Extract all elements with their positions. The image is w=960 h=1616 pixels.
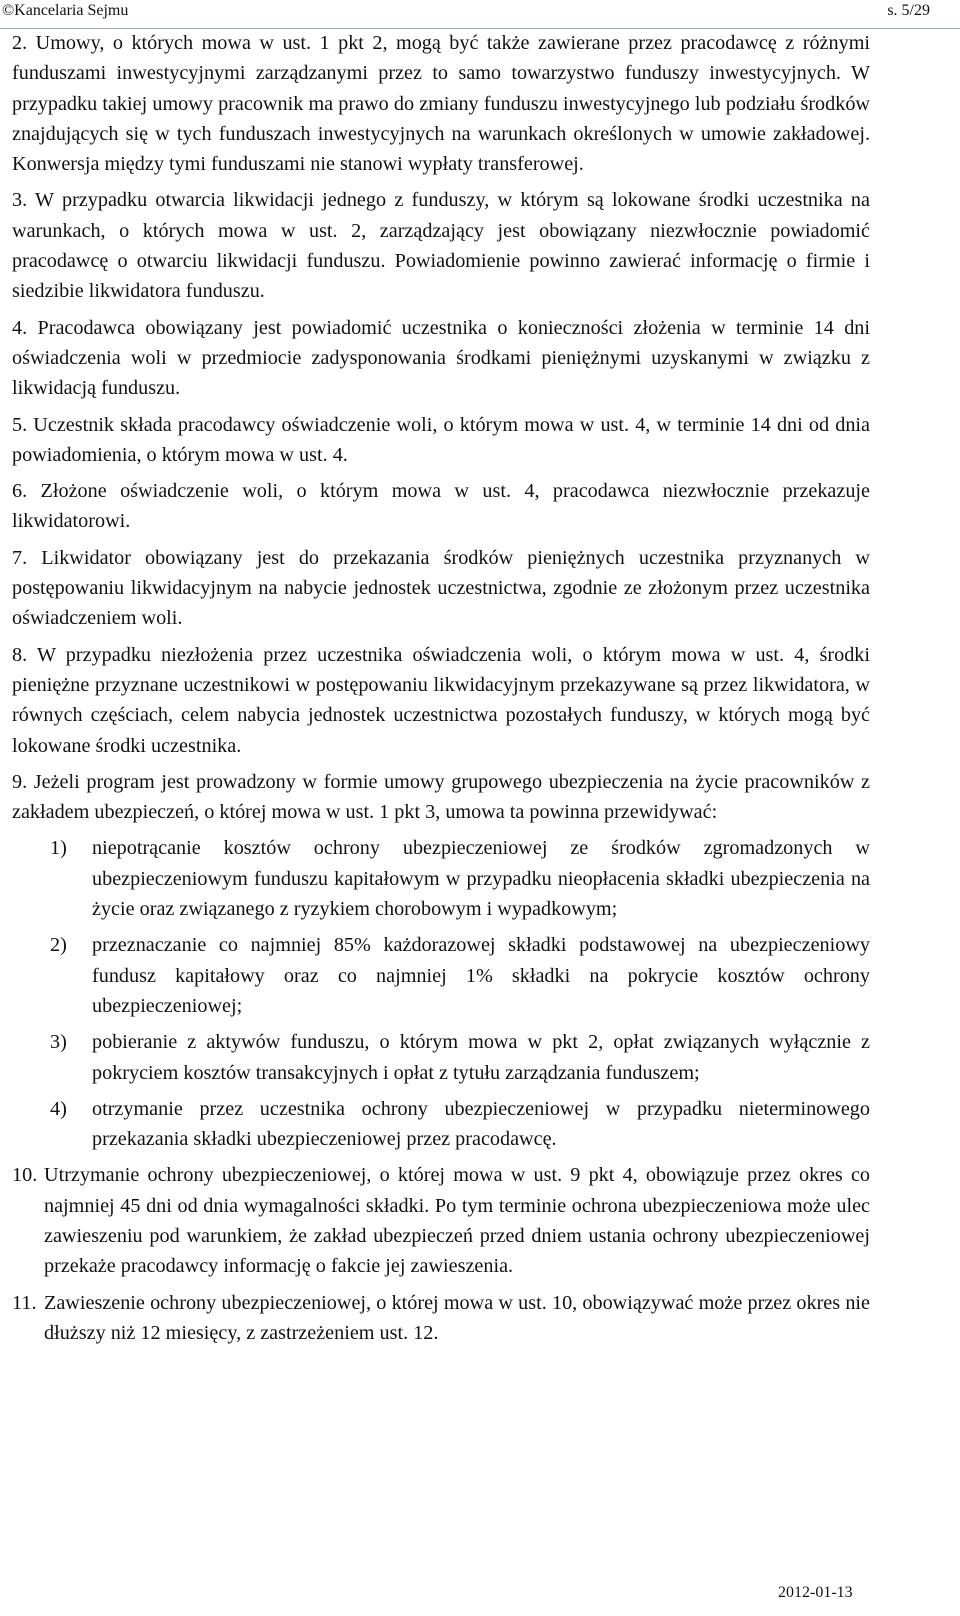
- paragraph-text: Likwidator obowiązany jest do przekazania środków pieniężnych uczestnika przyznanych w postępowaniu likwidacyjnym na nabycie jednostek uczestnictwa, zgodnie ze złożonym przez uczestnika oświadczeniem woli.: [12, 546, 870, 630]
- paragraph-number: 3.: [12, 189, 28, 212]
- page-header: [0, 0, 960, 29]
- paragraph-text: Umowy, o których mowa w ust. 1 pkt 2, mogą być także zawierane przez pracodawcę z różnymi funduszami inwestycyjnymi zarządzanymi przez to samo towarzystwo funduszy inwestycyjnych. W przypadku takiej umowy pracownik ma prawo do zmiany funduszu inwestycyjnego lub podziału środków znajdujących się w tych funduszach inwestycyjnych na warunkach określonych w umowie zakładowej. Konwersja między tymi funduszami nie stanowi wypłaty transferowej.: [12, 32, 871, 176]
- list-item-number: 2): [50, 934, 67, 957]
- paragraph-number: 9.: [12, 770, 28, 793]
- paragraph-9: [12, 767, 870, 828]
- paragraph-text: W przypadku otwarcia likwidacji jednego z funduszy, w którym są lokowane środki uczestnika na warunkach, o których mowa w ust. 2, zarządzający jest obowiązany niezwłocznie powiadomić pracodawcę o otwarciu likwidacji funduszu. Powiadomienie powinno zawierać informację o firmie i siedzibie likwidatora funduszu.: [12, 189, 870, 303]
- paragraph-text: Jeżeli program jest prowadzony w formie umowy grupowego ubezpieczenia na życie pracowników z zakładem ubezpieczeń, o której mowa w ust. 1 pkt 3, umowa ta powinna przewidywać:: [12, 770, 870, 824]
- paragraph-text: Utrzymanie ochrony ubezpieczeniowej, o której mowa w ust. 9 pkt 4, obowiązuje przez okres co najmniej 45 dni od dnia wymagalności składki. Po tym terminie ochrona ubezpieczeniowa może ulec zawieszeniu pod warunkiem, że zakład ubezpieczeń przed dniem ustania ochrony ubezpieczeniowej przekaże pracodawcy informację o fakcie jej zawieszenia.: [44, 1164, 870, 1278]
- paragraph-3: [12, 185, 870, 306]
- list-item-text: pobieranie z aktywów funduszu, o którym mowa w pkt 2, opłat związanych wyłącznie z pokryciem kosztów transakcyjnych i opłat z tytułu zarządzania funduszem;: [92, 1031, 870, 1084]
- paragraph-text: Pracodawca obowiązany jest powiadomić uczestnika o konieczności złożenia w terminie 14 dni oświadczenia woli w przedmiocie zadysponowania środkami pieniężnymi uzyskanymi w związku z likwidacją funduszu.: [12, 316, 870, 400]
- list-item-number: 1): [50, 837, 67, 860]
- paragraph-number: 6.: [12, 480, 28, 503]
- paragraph-4: [12, 313, 870, 404]
- document-body: [12, 28, 870, 1348]
- list-item-1: [12, 833, 870, 924]
- list-item-text: otrzymanie przez uczestnika ochrony ubezpieczeniowej w przypadku nieterminowego przekazania składki ubezpieczeniowej przez pracodawcę.: [92, 1097, 870, 1151]
- list-item-4: [12, 1094, 870, 1155]
- paragraph-number: 11.: [12, 1291, 37, 1314]
- paragraph-number: 7.: [12, 546, 28, 569]
- paragraph-number: 2.: [12, 32, 28, 54]
- paragraph-2: [12, 28, 870, 179]
- paragraph-number: 10.: [12, 1164, 38, 1187]
- paragraph-text: Uczestnik składa pracodawcy oświadczenie woli, o którym mowa w ust. 4, w terminie 14 dni od dnia powiadomienia, o którym mowa w ust. 4.: [12, 413, 871, 466]
- list-item-text: niepotrącanie kosztów ochrony ubezpieczeniowej ze środków zgromadzonych w ubezpieczeniowym funduszu kapitałowym w przypadku nieopłacenia składki ubezpieczenia na życie oraz związanego z ryzykiem chorobowym i wypadkowym;: [92, 837, 870, 921]
- paragraph-7: [12, 543, 870, 634]
- paragraph-text: Zawieszenie ochrony ubezpieczeniowej, o której mowa w ust. 10, obowiązywać może przez okres nie dłuższy niż 12 miesięcy, z zastrzeżeniem ust. 12.: [44, 1291, 870, 1344]
- list-item-3: [12, 1027, 870, 1088]
- list-item-number: 3): [50, 1031, 67, 1054]
- paragraph-11: [12, 1288, 870, 1349]
- paragraph-number: 4.: [12, 316, 28, 339]
- list-item-number: 4): [50, 1097, 67, 1120]
- page-number: s. 5/29: [887, 2, 930, 19]
- source-label: ©Kancelaria Sejmu: [2, 2, 129, 19]
- paragraph-number: 5.: [12, 413, 28, 436]
- paragraph-8: [12, 640, 870, 761]
- paragraph-text: W przypadku niezłożenia przez uczestnika oświadczenia woli, o którym mowa w ust. 4, środki pieniężne przyznane uczestnikowi w postępowaniu likwidacyjnym przekazywane są przez likwidatora, w równych częściach, celem nabycia jednostek uczestnictwa pozostałych funduszy, w których mogą być lokowane środki uczestnika.: [12, 643, 871, 757]
- paragraph-10: [12, 1160, 870, 1281]
- list-item-2: [12, 930, 870, 1021]
- paragraph-5: [12, 410, 870, 471]
- list-item-text: przeznaczanie co najmniej 85% każdorazowej składki podstawowej na ubezpieczeniowy fundusz kapitałowy oraz co najmniej 1% składki na pokrycie kosztów ochrony ubezpieczeniowej;: [92, 934, 870, 1017]
- footer-date: 2012-01-13: [778, 1584, 853, 1601]
- paragraph-text: Złożone oświadczenie woli, o którym mowa w ust. 4, pracodawca niezwłocznie przekazuje likwidatorowi.: [12, 480, 870, 533]
- paragraph-6: [12, 476, 870, 537]
- paragraph-number: 8.: [12, 643, 28, 666]
